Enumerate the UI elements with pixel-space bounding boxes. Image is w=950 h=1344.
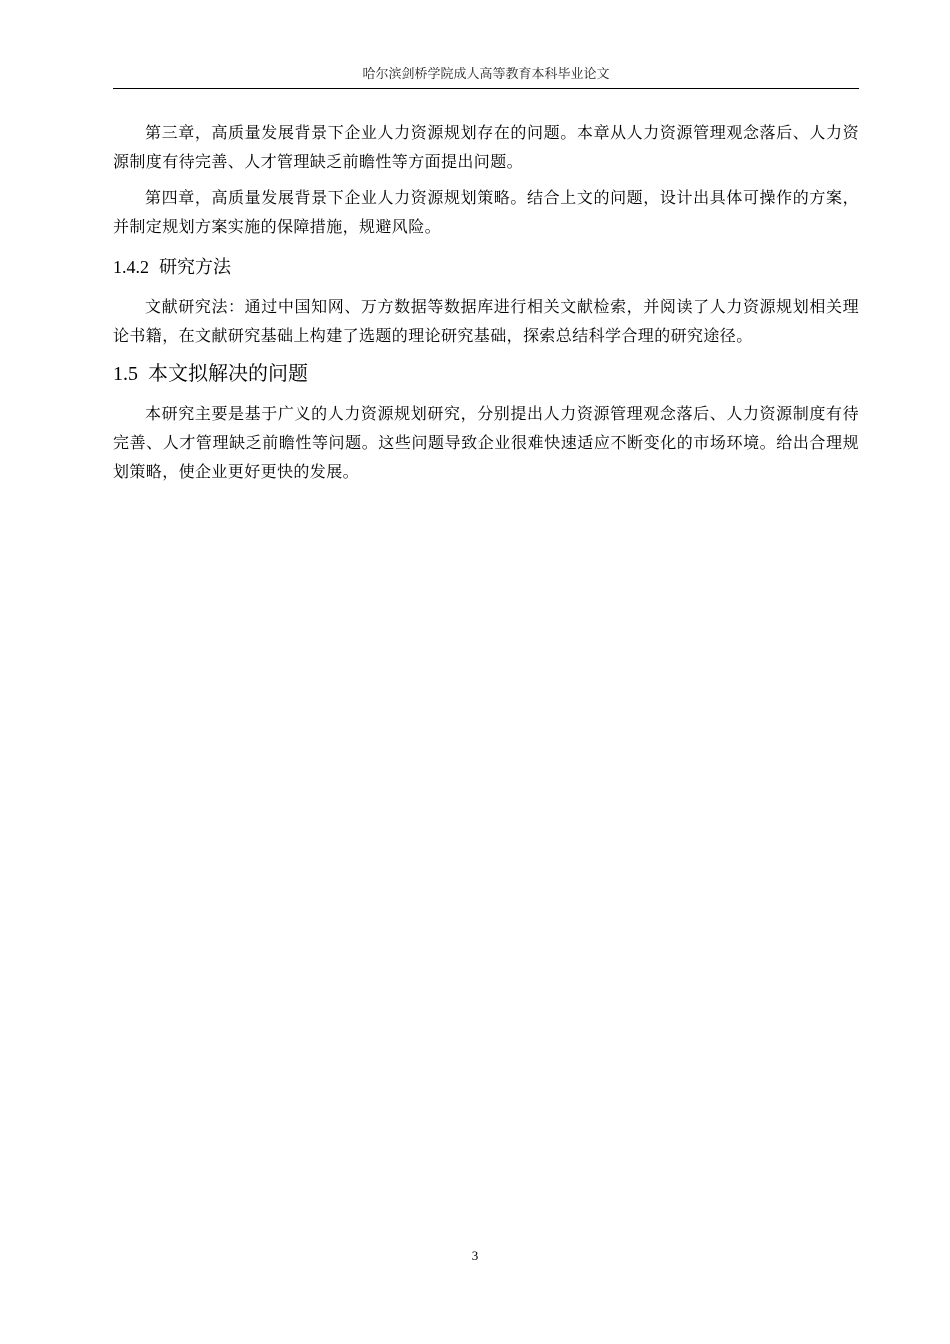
header-divider: [113, 88, 859, 89]
paragraph-chapter-three: 第三章，高质量发展背景下企业人力资源规划存在的问题。本章从人力资源管理观念落后、人力资源制度有待完善、人才管理缺乏前瞻性等方面提出问题。: [113, 123, 859, 171]
section-number: 1.5: [113, 363, 138, 385]
page-header: 哈尔滨剑桥学院成人高等教育本科毕业论文: [362, 67, 610, 82]
section-number: 1.4.2: [113, 257, 149, 277]
document-body: [113, 118, 859, 486]
paragraph-problems: 本研究主要是基于广义的人力资源规划研究，分别提出人力资源管理观念落后、人力资源制度有待完善、人才管理缺乏前瞻性等问题。这些问题导致企业很难快速适应不断变化的市场环境。给出合理规划策略，使企业更好更快的发展。: [113, 404, 859, 481]
section-heading-1-5: [113, 358, 859, 389]
paragraph-chapter-four: 第四章，高质量发展背景下企业人力资源规划策略。结合上文的问题，设计出具体可操作的方案，并制定规划方案实施的保障措施，规避风险。: [113, 188, 859, 236]
section-title: 本文拟解决的问题: [148, 361, 308, 385]
paragraph-research-method: 文献研究法：通过中国知网、万方数据等数据库进行相关文献检索，并阅读了人力资源规划相关理论书籍，在文献研究基础上构建了选题的理论研究基础，探索总结科学合理的研究途径。: [113, 297, 859, 345]
section-title: 研究方法: [159, 257, 231, 278]
section-heading-1-4-2: [113, 253, 859, 282]
page-number: 3: [471, 1248, 479, 1263]
